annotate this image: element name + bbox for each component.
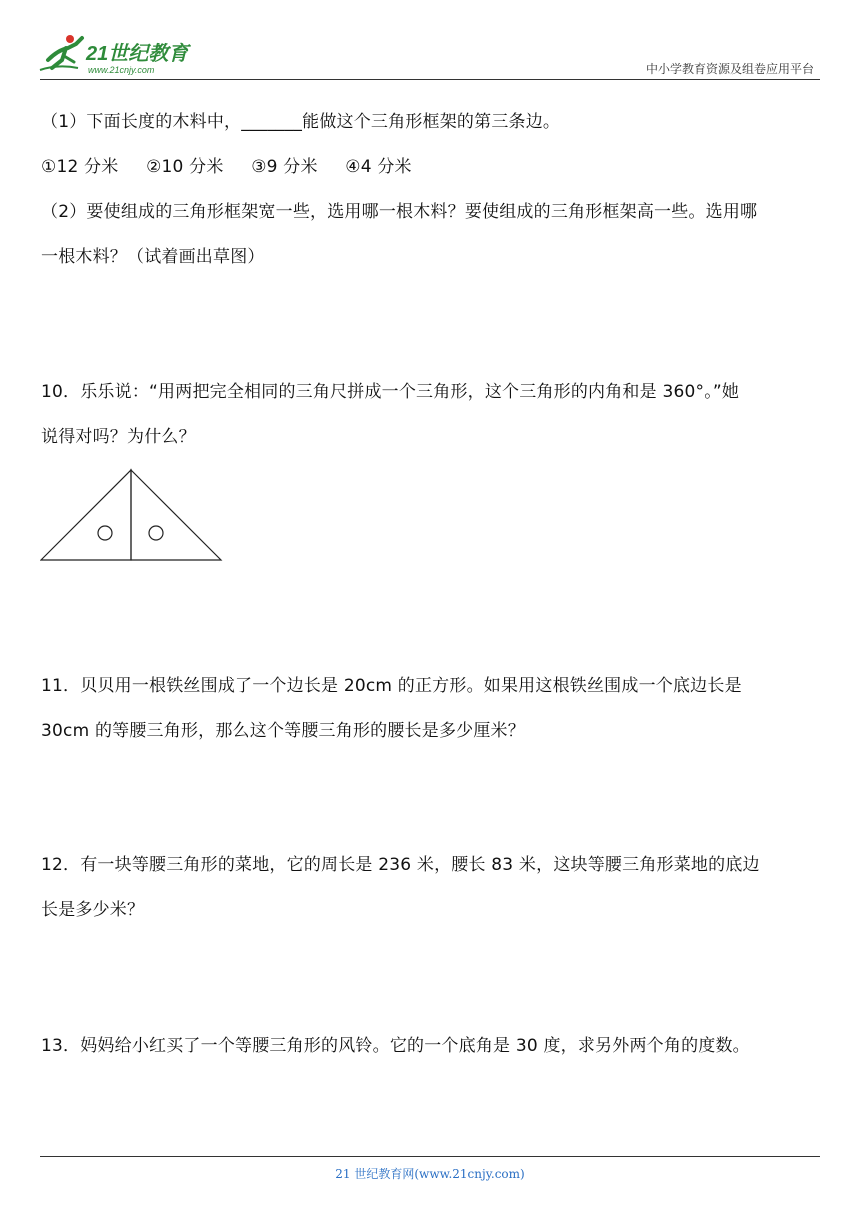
logo-url: www.21cnjy.com bbox=[88, 65, 155, 75]
triangle-rulers-figure bbox=[40, 468, 224, 568]
footer-link[interactable]: 21 世纪教育网(www.21cnjy.com) bbox=[335, 1167, 525, 1181]
option-1: ①12 分米 bbox=[41, 157, 119, 177]
q10-line1: 10．乐乐说：“用两把完全相同的三角尺拼成一个三角形，这个三角形的内角和是 360°。”她 bbox=[41, 382, 740, 402]
q9-part2-line1: （2）要使组成的三角形框架宽一些，选用哪一根木料？要使组成的三角形框架高一些。选用哪 bbox=[41, 202, 758, 222]
option-2: ②10 分米 bbox=[146, 157, 224, 177]
footer-divider bbox=[40, 1156, 820, 1157]
q9-part2-line2: 一根木料？（试着画出草图） bbox=[41, 247, 265, 267]
q9-options bbox=[41, 155, 434, 179]
left-triangle-ruler bbox=[41, 470, 131, 560]
q11-line1: 11．贝贝用一根铁丝围成了一个边长是 20cm 的正方形。如果用这根铁丝围成一个底边长是 bbox=[41, 676, 742, 696]
right-triangle-ruler bbox=[131, 470, 221, 560]
header-divider bbox=[40, 79, 820, 80]
q13-line1: 13．妈妈给小红买了一个等腰三角形的风铃。它的一个底角是 30 度，求另外两个角的度数。 bbox=[41, 1036, 750, 1056]
right-ruler-hole bbox=[149, 526, 163, 540]
option-4: ④4 分米 bbox=[345, 157, 412, 177]
left-ruler-hole bbox=[98, 526, 112, 540]
logo-title: 21世纪教育 bbox=[86, 43, 189, 65]
q12-line2: 长是多少米？ bbox=[41, 900, 145, 920]
site-logo bbox=[38, 30, 208, 80]
q10-line2: 说得对吗？为什么？ bbox=[41, 427, 196, 447]
option-3: ③9 分米 bbox=[251, 157, 318, 177]
q11-line2: 30cm 的等腰三角形，那么这个等腰三角形的腰长是多少厘米？ bbox=[41, 721, 525, 741]
q12-line1: 12．有一块等腰三角形的菜地，它的周长是 236 米，腰长 83 米，这块等腰三角形菜地的底边 bbox=[41, 855, 760, 875]
q9-part1: （1）下面长度的木料中，_______能做这个三角形框架的第三条边。 bbox=[41, 112, 561, 132]
header-platform-text: 中小学教育资源及组卷应用平台 bbox=[645, 62, 814, 76]
runner-icon bbox=[40, 35, 82, 70]
